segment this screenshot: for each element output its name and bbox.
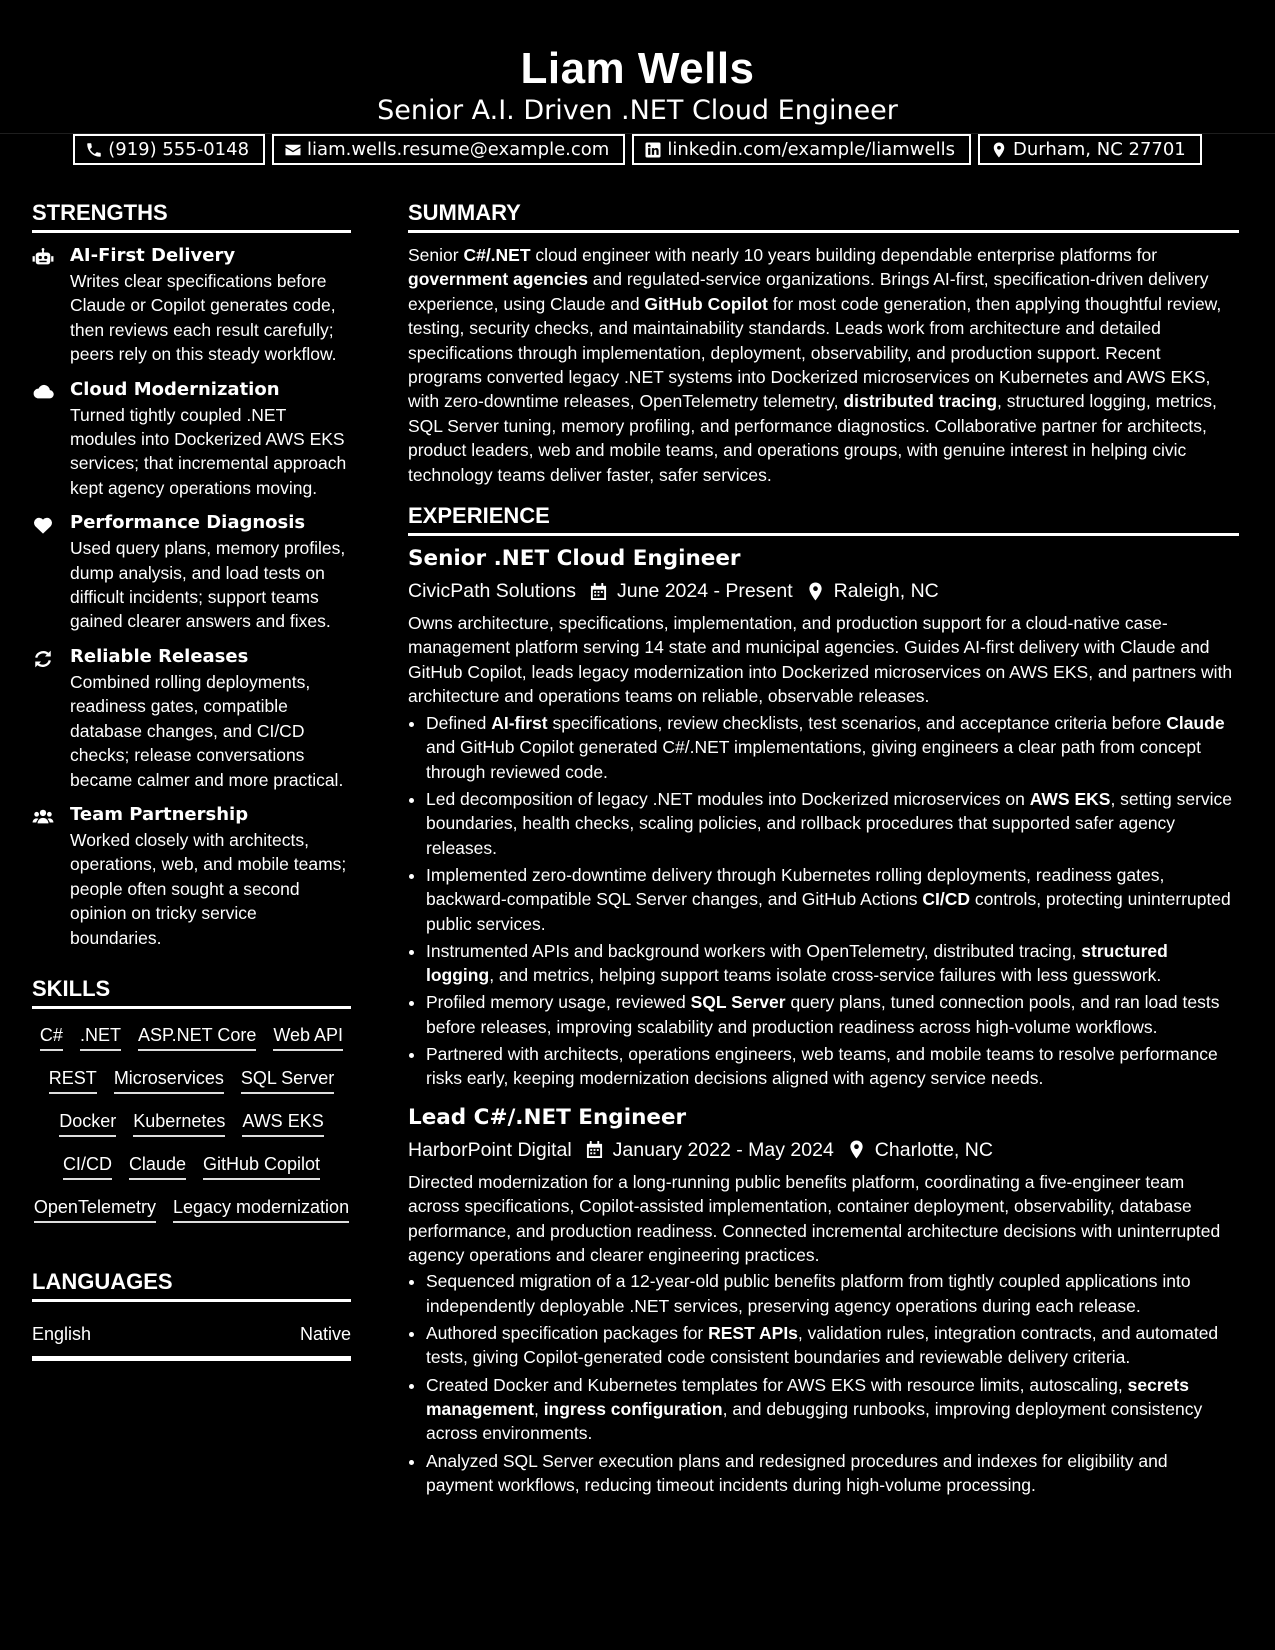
language-level: Native (299, 1323, 351, 1344)
company-name: CivicPath Solutions (408, 580, 576, 603)
job-bullet (426, 1042, 1239, 1091)
candidate-title: Senior A.I. Driven .NET Cloud Engineer (377, 95, 898, 126)
languages-heading: LANGUAGES (32, 1265, 351, 1302)
bold-keyword: CI/CD (922, 889, 971, 910)
skills-list (32, 1009, 351, 1223)
text-segment: Sequenced migration of a 12-year-old public benefits platform from tightly coupled applications into independently deployable .NET services, preserving agency operations during each release. (426, 1271, 1191, 1316)
job-bullet (426, 939, 1239, 988)
strength-title: Performance Diagnosis (70, 512, 306, 534)
skill-tag: Microservices (114, 1066, 224, 1094)
bold-keyword: REST APIs (708, 1323, 798, 1343)
skill-tag: Docker (59, 1109, 116, 1137)
job-bullet (426, 863, 1239, 936)
candidate-name: Liam Wells (520, 44, 755, 93)
robot-icon (32, 248, 54, 268)
text-segment: Instrumented APIs and background workers with OpenTelemetry, distributed tracing, (426, 940, 1082, 961)
job-bullet (426, 1321, 1239, 1370)
cloud-icon (32, 382, 54, 402)
text-segment: Partnered with architects, operations engineers, web teams, and mobile teams to resolve performance risks early, keeping modernization decisions aligned with agency service needs. (426, 1043, 1218, 1089)
phone-icon (85, 141, 103, 159)
text-segment: Defined (426, 712, 492, 733)
text-segment: , and metrics, helping support teams isolate cross-service failures with less guesswork. (489, 965, 1162, 986)
job-dates: June 2024 - Present (617, 580, 793, 603)
job-bullets (408, 711, 1239, 1091)
text-segment: Created Docker and Kubernetes templates for AWS EKS with resource limits, autoscaling, (426, 1374, 1128, 1395)
bold-keyword: secrets management (426, 1374, 1189, 1420)
map-pin-icon (990, 141, 1008, 159)
skill-tag: Web API (273, 1023, 343, 1051)
left-column (32, 196, 351, 1361)
strength-desc: Turned tightly coupled .NET modules into Dockerized AWS EKS services; that incremental approach kept agency operations moving. (70, 404, 347, 498)
skill-tag: Claude (129, 1152, 186, 1180)
job-meta (408, 576, 1239, 606)
text-segment: Implemented zero-downtime delivery through Kubernetes rolling deployments, readiness gates, backward-compatible SQL Server changes, and GitHub Actions (426, 864, 1165, 910)
strength-item (32, 245, 351, 367)
bold-keyword: AI-first (491, 712, 548, 733)
contact-email-text: liam.wells.resume@example.com (307, 139, 610, 160)
experience-heading: EXPERIENCE (408, 499, 1239, 536)
skills-heading: SKILLS (32, 972, 351, 1009)
bold-keyword: SQL Server (690, 992, 786, 1013)
text-segment: , and debugging runbooks, improving deployment consistency across environments. (426, 1399, 1203, 1444)
strength-title: Team Partnership (70, 803, 249, 825)
experience-entry (408, 544, 1239, 1091)
job-bullet (426, 990, 1239, 1039)
strength-item (32, 379, 351, 501)
language-row (32, 1322, 351, 1361)
text-segment: Led decomposition of legacy .NET modules into Dockerized microservices on (426, 788, 1030, 809)
summary-heading: SUMMARY (408, 196, 1239, 233)
bold-keyword: Claude (1166, 712, 1225, 733)
contact-phone-text: (919) 555-0148 (108, 139, 250, 160)
contact-email[interactable] (272, 134, 625, 165)
bold-keyword: C#/.NET (463, 245, 531, 265)
text-segment: and regulated-service organizations. Brings AI-first, specification-driven delivery experience, using Claude and (408, 269, 1209, 314)
experience-entry (408, 1103, 1239, 1498)
summary-text (408, 243, 1239, 487)
text-segment: cloud engineer with nearly 10 years building dependable enterprise platforms for (530, 245, 1158, 265)
text-segment: controls, protecting uninterrupted public services. (426, 889, 1231, 934)
text-segment: specifications, review checklists, test scenarios, and acceptance criteria before (547, 712, 1167, 733)
bold-keyword: ingress configuration (543, 1399, 723, 1420)
text-segment: and GitHub Copilot generated C#/.NET implementations, giving engineers a clear path from concept through reviewed code. (426, 737, 1201, 782)
strength-item (32, 804, 351, 950)
contact-bar (0, 134, 1275, 165)
strength-item (32, 646, 351, 792)
heart-icon (32, 515, 54, 535)
text-segment: Senior (408, 245, 464, 265)
job-description: Owns architecture, specifications, implementation, and production support for a cloud-native case-management platform serving 14 state and municipal agencies. Guides AI-first delivery with Claude and GitHub Copilot, leads legacy modernization into Dockerized microservices on AWS EKS, and partners with architecture and operations teams on reliable, observable releases. (408, 613, 1233, 707)
job-location: Charlotte, NC (874, 1138, 993, 1161)
experience-list (408, 544, 1239, 1497)
skill-tag: REST (49, 1066, 97, 1094)
text-segment: , validation rules, integration contracts, and automated tests, giving Copilot-generated code consistent boundaries and reviewable delivery criteria. (426, 1323, 1219, 1368)
job-description: Directed modernization for a long-running public benefits platform, coordinating a five-engineer team across specifications, Copilot-assisted implementation, container deployment, observability, database performance, and production readiness. Connected incremental architecture decisions with uninterrupted agency operations and clearer engineering practices. (408, 1171, 1221, 1265)
map-pin-icon (807, 582, 824, 601)
strength-desc: Used query plans, memory profiles, dump analysis, and load tests on difficult incidents; support teams gained clearer answers and fixes. (70, 538, 346, 632)
text-segment: , structured logging, metrics, SQL Server tuning, memory profiling, and performance diagnostics. Collaborative partner for architects, product leaders, web and mobile teams, and operations groups, with genuine interest in helping civic technology teams deliver faster, safer services. (408, 391, 1217, 485)
bold-keyword: distributed tracing (843, 391, 998, 412)
text-segment: , setting service boundaries, health checks, scaling policies, and rollback procedures that supported safer agency releases. (426, 788, 1233, 858)
strength-desc: Writes clear specifications before Claude or Copilot generates code, then reviews each result carefully; peers rely on this steady workflow. (70, 271, 337, 365)
envelope-icon (284, 141, 302, 159)
strength-title: AI-First Delivery (70, 245, 236, 266)
refresh-icon (32, 649, 54, 669)
skill-tag: Legacy modernization (173, 1195, 349, 1223)
skill-tag: CI/CD (63, 1152, 112, 1180)
job-bullet (426, 711, 1239, 784)
strength-desc: Combined rolling deployments, readiness gates, compatible database changes, and CI/CD checks; release conversations became calmer and more practical. (70, 671, 344, 790)
skill-tag: ASP.NET Core (138, 1023, 256, 1051)
bold-keyword: AWS EKS (1029, 788, 1111, 809)
map-pin-icon (848, 1140, 865, 1159)
strength-title: Reliable Releases (70, 645, 249, 667)
job-bullet (426, 1269, 1239, 1318)
strength-title: Cloud Modernization (70, 378, 280, 400)
contact-phone[interactable] (73, 134, 265, 165)
team-icon (32, 807, 54, 827)
skill-tag: AWS EKS (242, 1109, 323, 1137)
text-segment: , (533, 1399, 544, 1420)
contact-linkedin-text: linkedin.com/example/liamwells (667, 139, 955, 160)
skill-tag: OpenTelemetry (34, 1195, 156, 1223)
text-segment: Profiled memory usage, reviewed (426, 992, 691, 1013)
text-segment: Analyzed SQL Server execution plans and redesigned procedures and indexes for eligibility and payment workflows, reducing timeout incidents during high-volume processing. (426, 1450, 1168, 1496)
skill-tag: GitHub Copilot (203, 1152, 320, 1180)
job-title: Lead C#/.NET Engineer (408, 1104, 687, 1130)
strength-item (32, 512, 351, 634)
skill-tag: .NET (80, 1023, 121, 1051)
contact-linkedin[interactable] (632, 134, 971, 165)
language-name: English (32, 1323, 92, 1344)
job-bullet (426, 787, 1239, 860)
text-segment: query plans, tuned connection pools, and ran load tests before releases, improving scalability and production readiness across high-volume workflows. (426, 992, 1220, 1037)
job-bullet (426, 1373, 1239, 1446)
job-location: Raleigh, NC (833, 580, 939, 603)
calendar-icon (586, 1140, 603, 1159)
bold-keyword: structured logging (426, 940, 1168, 986)
text-segment: for most code generation, then applying thoughtful review, testing, security checks, and maintainability standards. Leads work from architecture and detailed specifications through implementation, deployment, observability, and production support. Recent programs converted legacy .NET systems into Dockerized microservices on Kubernetes and AWS EKS, with zero-downtime releases, OpenTelemetry telemetry, (408, 293, 1222, 412)
strengths-heading: STRENGTHS (32, 196, 351, 233)
strength-desc: Worked closely with architects, operations, web, and mobile teams; people often sought a second opinion on tricky service boundaries. (70, 829, 347, 948)
skill-tag: C# (40, 1023, 63, 1051)
right-column (408, 196, 1239, 1500)
job-bullets (408, 1269, 1239, 1497)
job-title: Senior .NET Cloud Engineer (408, 546, 741, 572)
skill-tag: SQL Server (241, 1066, 334, 1094)
job-dates: January 2022 - May 2024 (612, 1138, 834, 1161)
company-name: HarborPoint Digital (408, 1138, 572, 1161)
calendar-icon (590, 582, 607, 601)
contact-location[interactable] (978, 134, 1202, 165)
job-bullet (426, 1449, 1239, 1498)
linkedin-icon (644, 141, 662, 159)
text-segment: Authored specification packages for (426, 1323, 709, 1343)
contact-location-text: Durham, NC 27701 (1012, 139, 1186, 160)
bold-keyword: government agencies (408, 269, 588, 290)
bold-keyword: GitHub Copilot (644, 293, 768, 314)
skill-tag: Kubernetes (133, 1109, 225, 1137)
job-meta (408, 1135, 1239, 1165)
resume-header (0, 0, 1275, 160)
